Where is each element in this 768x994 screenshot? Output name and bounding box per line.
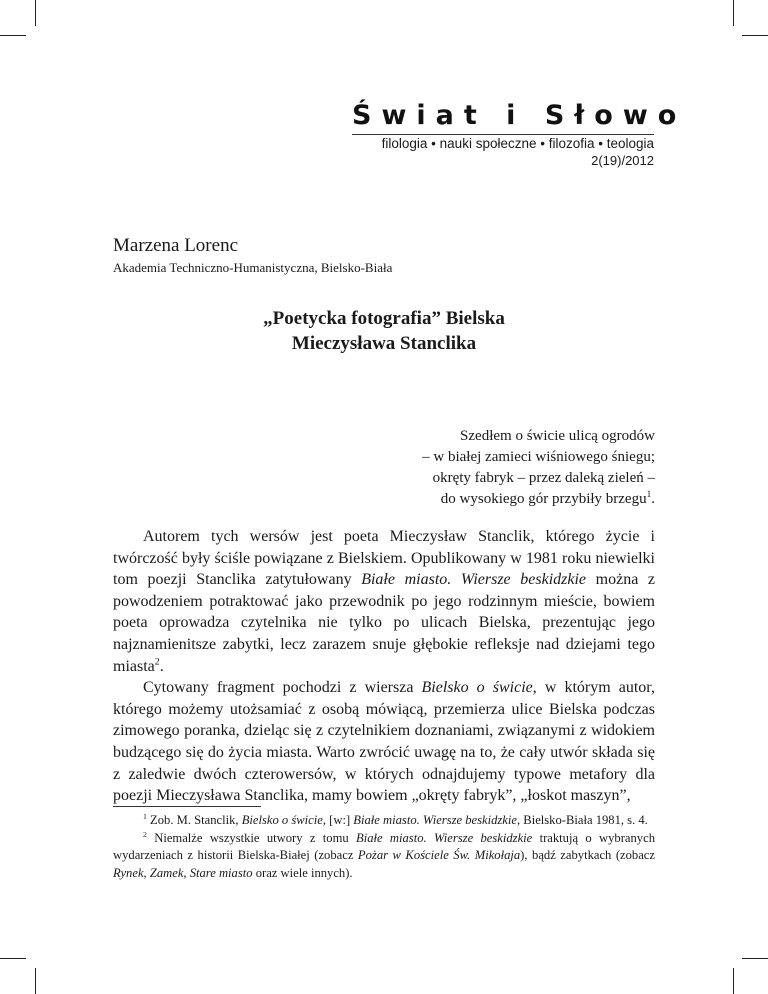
epigraph-line: okręty fabryk – przez daleką zieleń – [432, 470, 655, 486]
journal-title: Świat i Słowo [352, 100, 687, 131]
journal-subtitle: filologia • nauki społeczne • filozofia • teologia [381, 136, 654, 151]
footnote-ref: 1 [646, 490, 652, 500]
epigraph [300, 426, 655, 510]
footnote: $^1$ Zob. M. Stanclik, Bielsko o świcie, [w:] Białe miasto. Wiersze beskidzkie, Bielsko-Biała 1981, s. 4. [143, 811, 648, 827]
footnote-number: 2 [143, 829, 147, 839]
crop-mark [0, 958, 26, 959]
epigraph-line: – w białej zamieci wiśniowego śniegu; [422, 449, 655, 465]
article-title [113, 306, 655, 356]
body-text [113, 526, 655, 807]
paragraph: Cytowany fragment pochodzi z wiersza Bielsko o świcie, w którym autor, którego możemy utożsamiać z osobą mówiącą, przemierza ulice Bielska podczas zimowego poranka, dzieląc się z czytelnikiem doznaniami, związanymi z widokiem budzącego się do życia miasta. Warto zwrócić uwagę na to, że cały utwór składa się z zaledwie dwóch czterowersów, w których odnajdujemy typowe metafory dla poezji Mieczysława Stanclika, mamy bowiem „okręty fabryk”, „łoskot maszyn”, [113, 679, 655, 805]
article-title-line: „Poetycka fotografia” Bielska [263, 308, 505, 329]
epigraph-line: Szedłem o świcie ulicą ogrodów [460, 428, 655, 444]
paragraph: Autorem tych wersów jest poeta Mieczysław Stanclik, którego życie i twórczość były ściśle powiązane z Bielskiem. Opublikowany w 1981 roku niewielki tom poezji Stanclika zatytułowany Białe miasto. Wiersze beskidzkie można z powodzeniem potraktować jako przewodnik po jego rodzinnym mieście, bowiem poeta oprowadza czytelnika nie tylko po ulicach Bielska, prezentując jego najznamienitsze zabytki, lecz zarazem snuje głębokie refleksje nad dziejami tego miasta$^2$. [113, 528, 656, 675]
footnote: $^2$ Niemalże wszystkie utwory z tomu Białe miasto. Wiersze beskidzkie traktują o wybranych wydarzeniach z historii Bielska-Białej (zobacz Pożar w Kościele Św. Mikołaja), bądź zabytkach (zobacz Rynek, Zamek, Stare miasto oraz wiele innych). [113, 829, 655, 880]
crop-mark [35, 968, 36, 994]
author-affiliation: Akademia Techniczno-Humanistyczna, Bielsko-Biała [113, 260, 393, 275]
crop-mark [742, 35, 768, 36]
article-title-line: Mieczysława Stanclika [291, 333, 477, 354]
epigraph-line: do wysokiego gór przybiły brzegu$^1$. [440, 490, 655, 507]
crop-mark [733, 968, 734, 994]
footnotes [113, 812, 655, 882]
footnote-ref: 2 [154, 656, 160, 668]
crop-mark [742, 958, 768, 959]
crop-mark [35, 0, 36, 26]
issue-number: 2(19)/2012 [591, 153, 654, 168]
footnote-number: 1 [143, 811, 147, 821]
author-name: Marzena Lorenc [113, 235, 239, 256]
crop-mark [733, 0, 734, 26]
crop-mark [0, 35, 26, 36]
footnote-rule [113, 806, 261, 807]
